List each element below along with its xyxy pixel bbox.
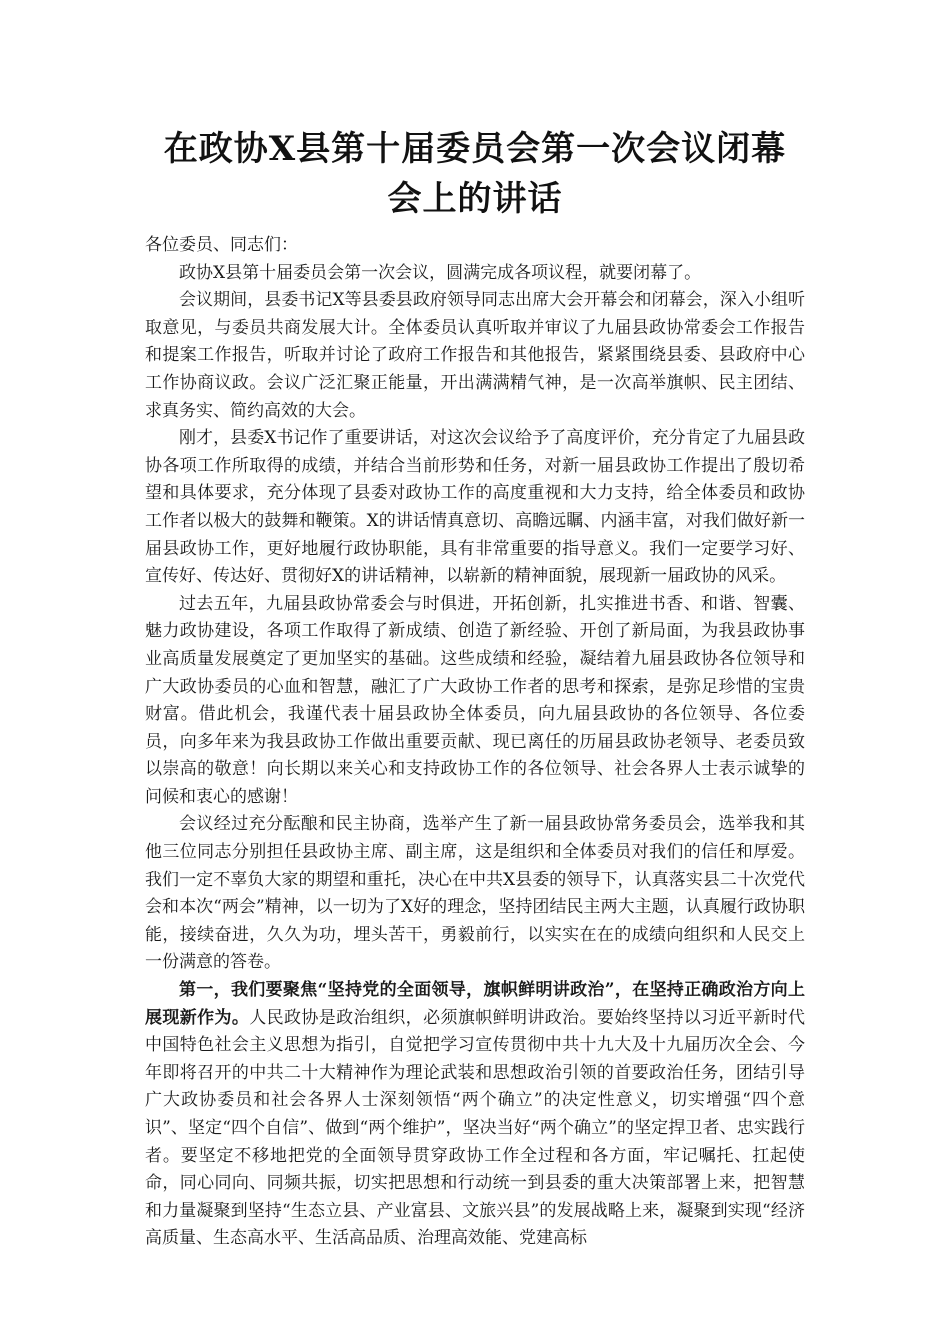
document-title — [145, 124, 805, 224]
title-line-1: 在政协X县第十届委员会第一次会议闭幕 — [163, 129, 787, 169]
paragraph-3 — [145, 425, 805, 591]
title-line-2: 会上的讲话 — [387, 179, 563, 219]
paragraph-text: 会议经过充分酝酿和民主协商，选举产生了新一届县政协常务委员会，选举我和其他三位同志分别担任县政协主席、副主席，这是组织和全体委员对我们的信任和厚爱。我们一定不辜负大家的期望和重托，决心在中共X县委的领导下，认真落实县二十次党代会和本次“两会”精神，以一切为了X好的理念，坚持团结民主两大主题，认真履行政协职能，接续奋进，久久为功，埋头苦干，勇毅前行，以实实在在的成绩向组织和人民交上一份满意的答卷。 — [145, 814, 805, 973]
salutation: 各位委员、同志们： — [145, 235, 298, 255]
paragraph-text: 过去五年，九届县政协常委会与时俱进，开拓创新，扎实推进书香、和谐、智囊、魅力政协建设，各项工作取得了新成绩、创造了新经验、开创了新局面，为我县政协事业高质量发展奠定了更加坚实的基础。这些成绩和经验，凝结着九届县政协各位领导和广大政协委员的心血和智慧，融汇了广大政协工作者的思考和探索，是弥足珍惜的宝贵财富。借此机会，我谨代表十届县政协全体委员，向九届县政协的各位领导、各位委员，向多年来为我县政协工作做出重要贡献、现已离任的历届县政协老领导、老委员致以崇高的敬意！向长期以来关心和支持政协工作的各位领导、社会各界人士表示诚挚的问候和衷心的感谢！ — [145, 593, 805, 807]
paragraph-1 — [145, 260, 805, 288]
paragraph-6 — [145, 977, 805, 1253]
paragraph-text: 会议期间，县委书记X等县委县政府领导同志出席大会开幕会和闭幕会，深入小组听取意见，与委员共商发展大计。全体委员认真听取并审议了九届县政协常委会工作报告和提案工作报告，听取并讨论了政府工作报告和其他报告，紧紧围绕县委、县政府中心工作协商议政。会议广泛汇聚正能量，开出满满精气神，是一次高举旗帜、民主团结、求真务实、简约高效的大会。 — [145, 290, 805, 421]
paragraph-heading: 第一，我们要聚焦“坚持党的全面领导，旗帜鲜明讲政治”，在坚持正确政治方向上展现新作为。 — [145, 980, 805, 1028]
paragraph-4 — [145, 591, 805, 812]
paragraph-2 — [145, 287, 805, 425]
paragraph-text: 政协X县第十届委员会第一次会议，圆满完成各项议程，就要闭幕了。 — [179, 262, 702, 283]
paragraph-5 — [145, 811, 805, 977]
paragraph-text: 刚才，县委X书记作了重要讲话，对这次会议给予了高度评价，充分肯定了九届县政协各项工作所取得的成绩，并结合当前形势和任务，对新一届县政协工作提出了殷切希望和具体要求，充分体现了县委对政协工作的高度重视和大力支持，给全体委员和政协工作者以极大的鼓舞和鞭策。X的讲话情真意切、高瞻远瞩、内涵丰富，对我们做好新一届县政协工作，更好地履行政协职能，具有非常重要的指导意义。我们一定要学习好、宣传好、传达好、贯彻好X的讲话精神，以崭新的精神面貌，展现新一届政协的风采。 — [145, 428, 805, 587]
document-page — [145, 124, 805, 1253]
paragraph-text: 人民政协是政治组织，必须旗帜鲜明讲政治。要始终坚持以习近平新时代中国特色社会主义思想为指引，自觉把学习宣传贯彻中共十九大及十九届历次全会、今年即将召开的中共二十大精神作为理论武装和思想政治引领的首要政治任务，团结引导广大政协委员和社会各界人士深刻领悟“两个确立”的决定性意义，切实增强“四个意识”、坚定“四个自信”、做到“两个维护”，坚决当好“两个确立”的坚定捍卫者、忠实践行者。要坚定不移地把党的全面领导贯穿政协工作全过程和各方面，牢记嘱托、扛起使命，同心同向、同频共振，切实把思想和行动统一到县委的重大决策部署上来，把智慧和力量凝聚到坚持“生态立县、产业富县、文旅兴县”的发展战略上来，凝聚到实现“经济高质量、生态高水平、生活高品质、治理高效能、党建高标 — [145, 1007, 806, 1249]
